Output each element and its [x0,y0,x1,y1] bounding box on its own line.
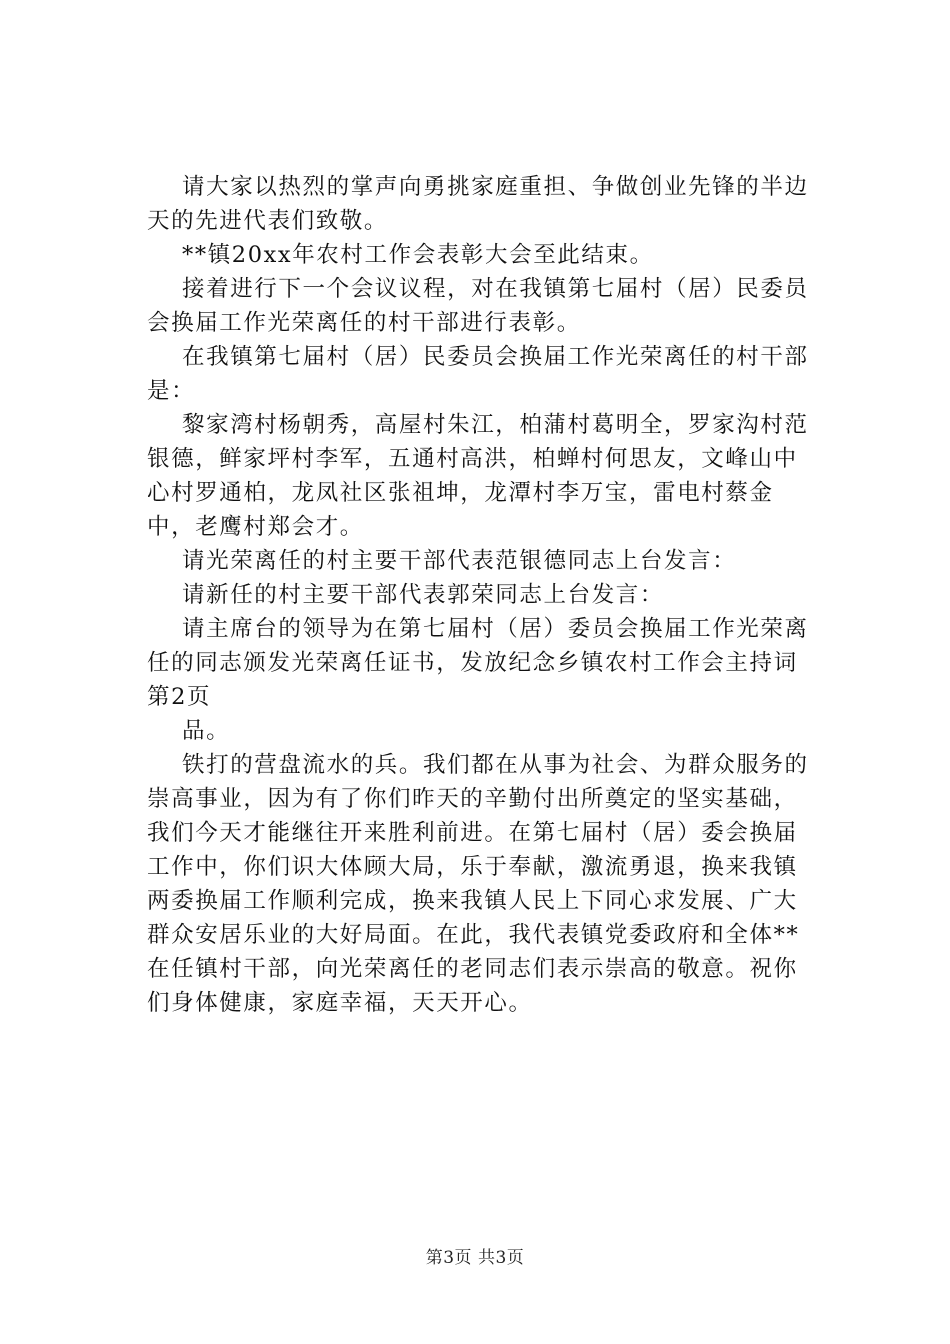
page-footer: 第3页 共3页 [425,1248,525,1268]
paragraph-meeting-end: **镇20xx年农村工作会表彰大会至此结束。 [182,242,654,268]
paragraph-new-cadre-speech: 请新任的村主要干部代表郭荣同志上台发言： [182,582,665,608]
paragraph-certificates: 请主席台的领导为在第七届村（居）委员会换届工作光荣离任的同志颁发光荣离任证书，发放纪念乡镇农村工作会主持词第2页 [147,616,809,710]
paragraph-retiring-cadres-intro: 在我镇第七届村（居）民委员会换届工作光荣离任的村干部是： [147,344,809,404]
paragraph-tribute: 铁打的营盘流水的兵。我们都在从事为社会、为群众服务的崇高事业，因为有了你们昨天的辛勤付出所奠定的坚实基础，我们今天才能继往开来胜利前进。在第七届村（居）委会换届工作中，你们识大体顾大局，乐于奉献，激流勇退，换来我镇两委换届工作顺利完成，换来我镇人民上下同心求发展、广大群众安居乐业的大好局面。在此，我代表镇党委政府和全体**在任镇村干部，向光荣离任的老同志们表示崇高的敬意。祝你们身体健康，家庭幸福，天天开心。 [147,752,809,1016]
paragraph-gifts: 品。 [182,718,231,744]
paragraph-retiring-speech: 请光荣离任的村主要干部代表范银德同志上台发言： [182,548,737,574]
paragraph-applause: 请大家以热烈的掌声向勇挑家庭重担、争做创业先锋的半边天的先进代表们致敬。 [147,174,809,234]
document-body [147,170,817,1020]
paragraph-retiring-cadres-list: 黎家湾村杨朝秀，高屋村朱江，柏蒲村葛明全，罗家沟村范银德，鲜家坪村李军，五通村高洪，柏蝉村何思友，文峰山中心村罗通柏，龙凤社区张祖坤，龙潭村李万宝，雷电村蔡金中，老鹰村郑会才。 [147,412,809,540]
paragraph-next-agenda: 接着进行下一个会议议程，对在我镇第七届村（居）民委员会换届工作光荣离任的村干部进行表彰。 [147,276,809,336]
